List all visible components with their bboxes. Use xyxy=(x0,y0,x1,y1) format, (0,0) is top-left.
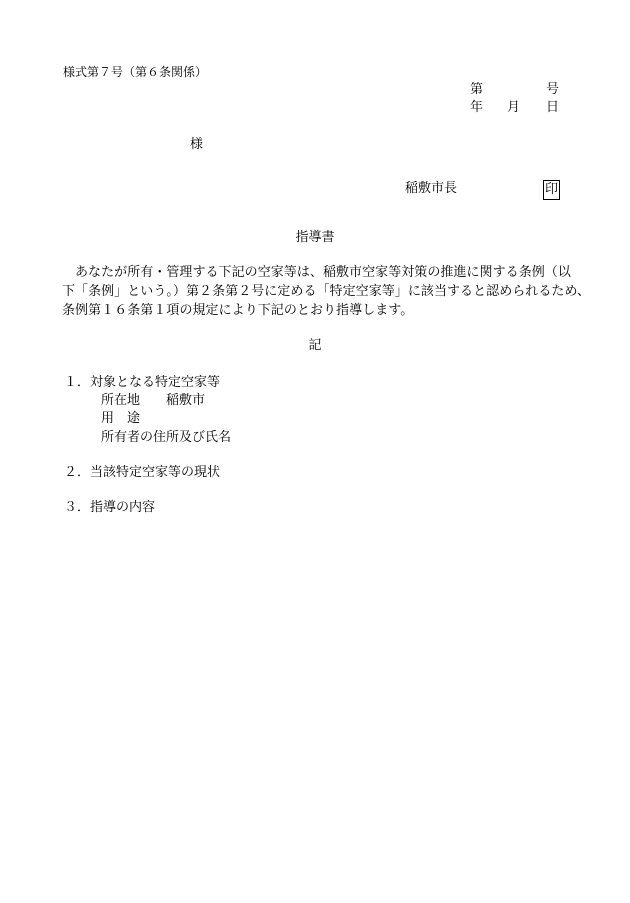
document-number-prefix: 第 xyxy=(470,82,484,97)
date-day-label: 日 xyxy=(546,100,560,115)
document-title: 指導書 xyxy=(295,230,335,245)
item-3-title: ３．指導の内容 xyxy=(64,500,156,515)
body-line-2: 下「条例」という。）第２条第２号に定める「特定空家等」に該当すると認められるため、 xyxy=(62,284,591,299)
body-line-1: あなたが所有・管理する下記の空家等は、稲敷市空家等対策の推進に関する条例（以 xyxy=(75,265,571,280)
location-label: 所在地 xyxy=(101,393,141,408)
body-paragraph xyxy=(62,263,591,320)
item-2-title: ２．当該特定空家等の現状 xyxy=(64,465,221,480)
owner-label: 所有者の住所及び氏名 xyxy=(101,430,232,445)
seal-mark: 印 xyxy=(543,180,560,200)
form-number: 様式第７号（第６条関係） xyxy=(63,65,208,79)
date-month-label: 月 xyxy=(507,100,521,115)
use-label: 用 途 xyxy=(101,411,141,426)
document-number-suffix: 号 xyxy=(546,82,560,97)
item-1-title: １．対象となる特定空家等 xyxy=(64,375,221,390)
body-line-3: 条例第１６条第１項の規定により下記のとおり指導します。 xyxy=(62,303,414,318)
ki-heading: 記 xyxy=(308,338,322,353)
issuer-title: 稲敷市長 xyxy=(405,181,458,196)
date-year-label: 年 xyxy=(470,100,484,115)
addressee-honorific: 様 xyxy=(190,137,204,152)
location-value: 稲敷市 xyxy=(166,393,206,408)
